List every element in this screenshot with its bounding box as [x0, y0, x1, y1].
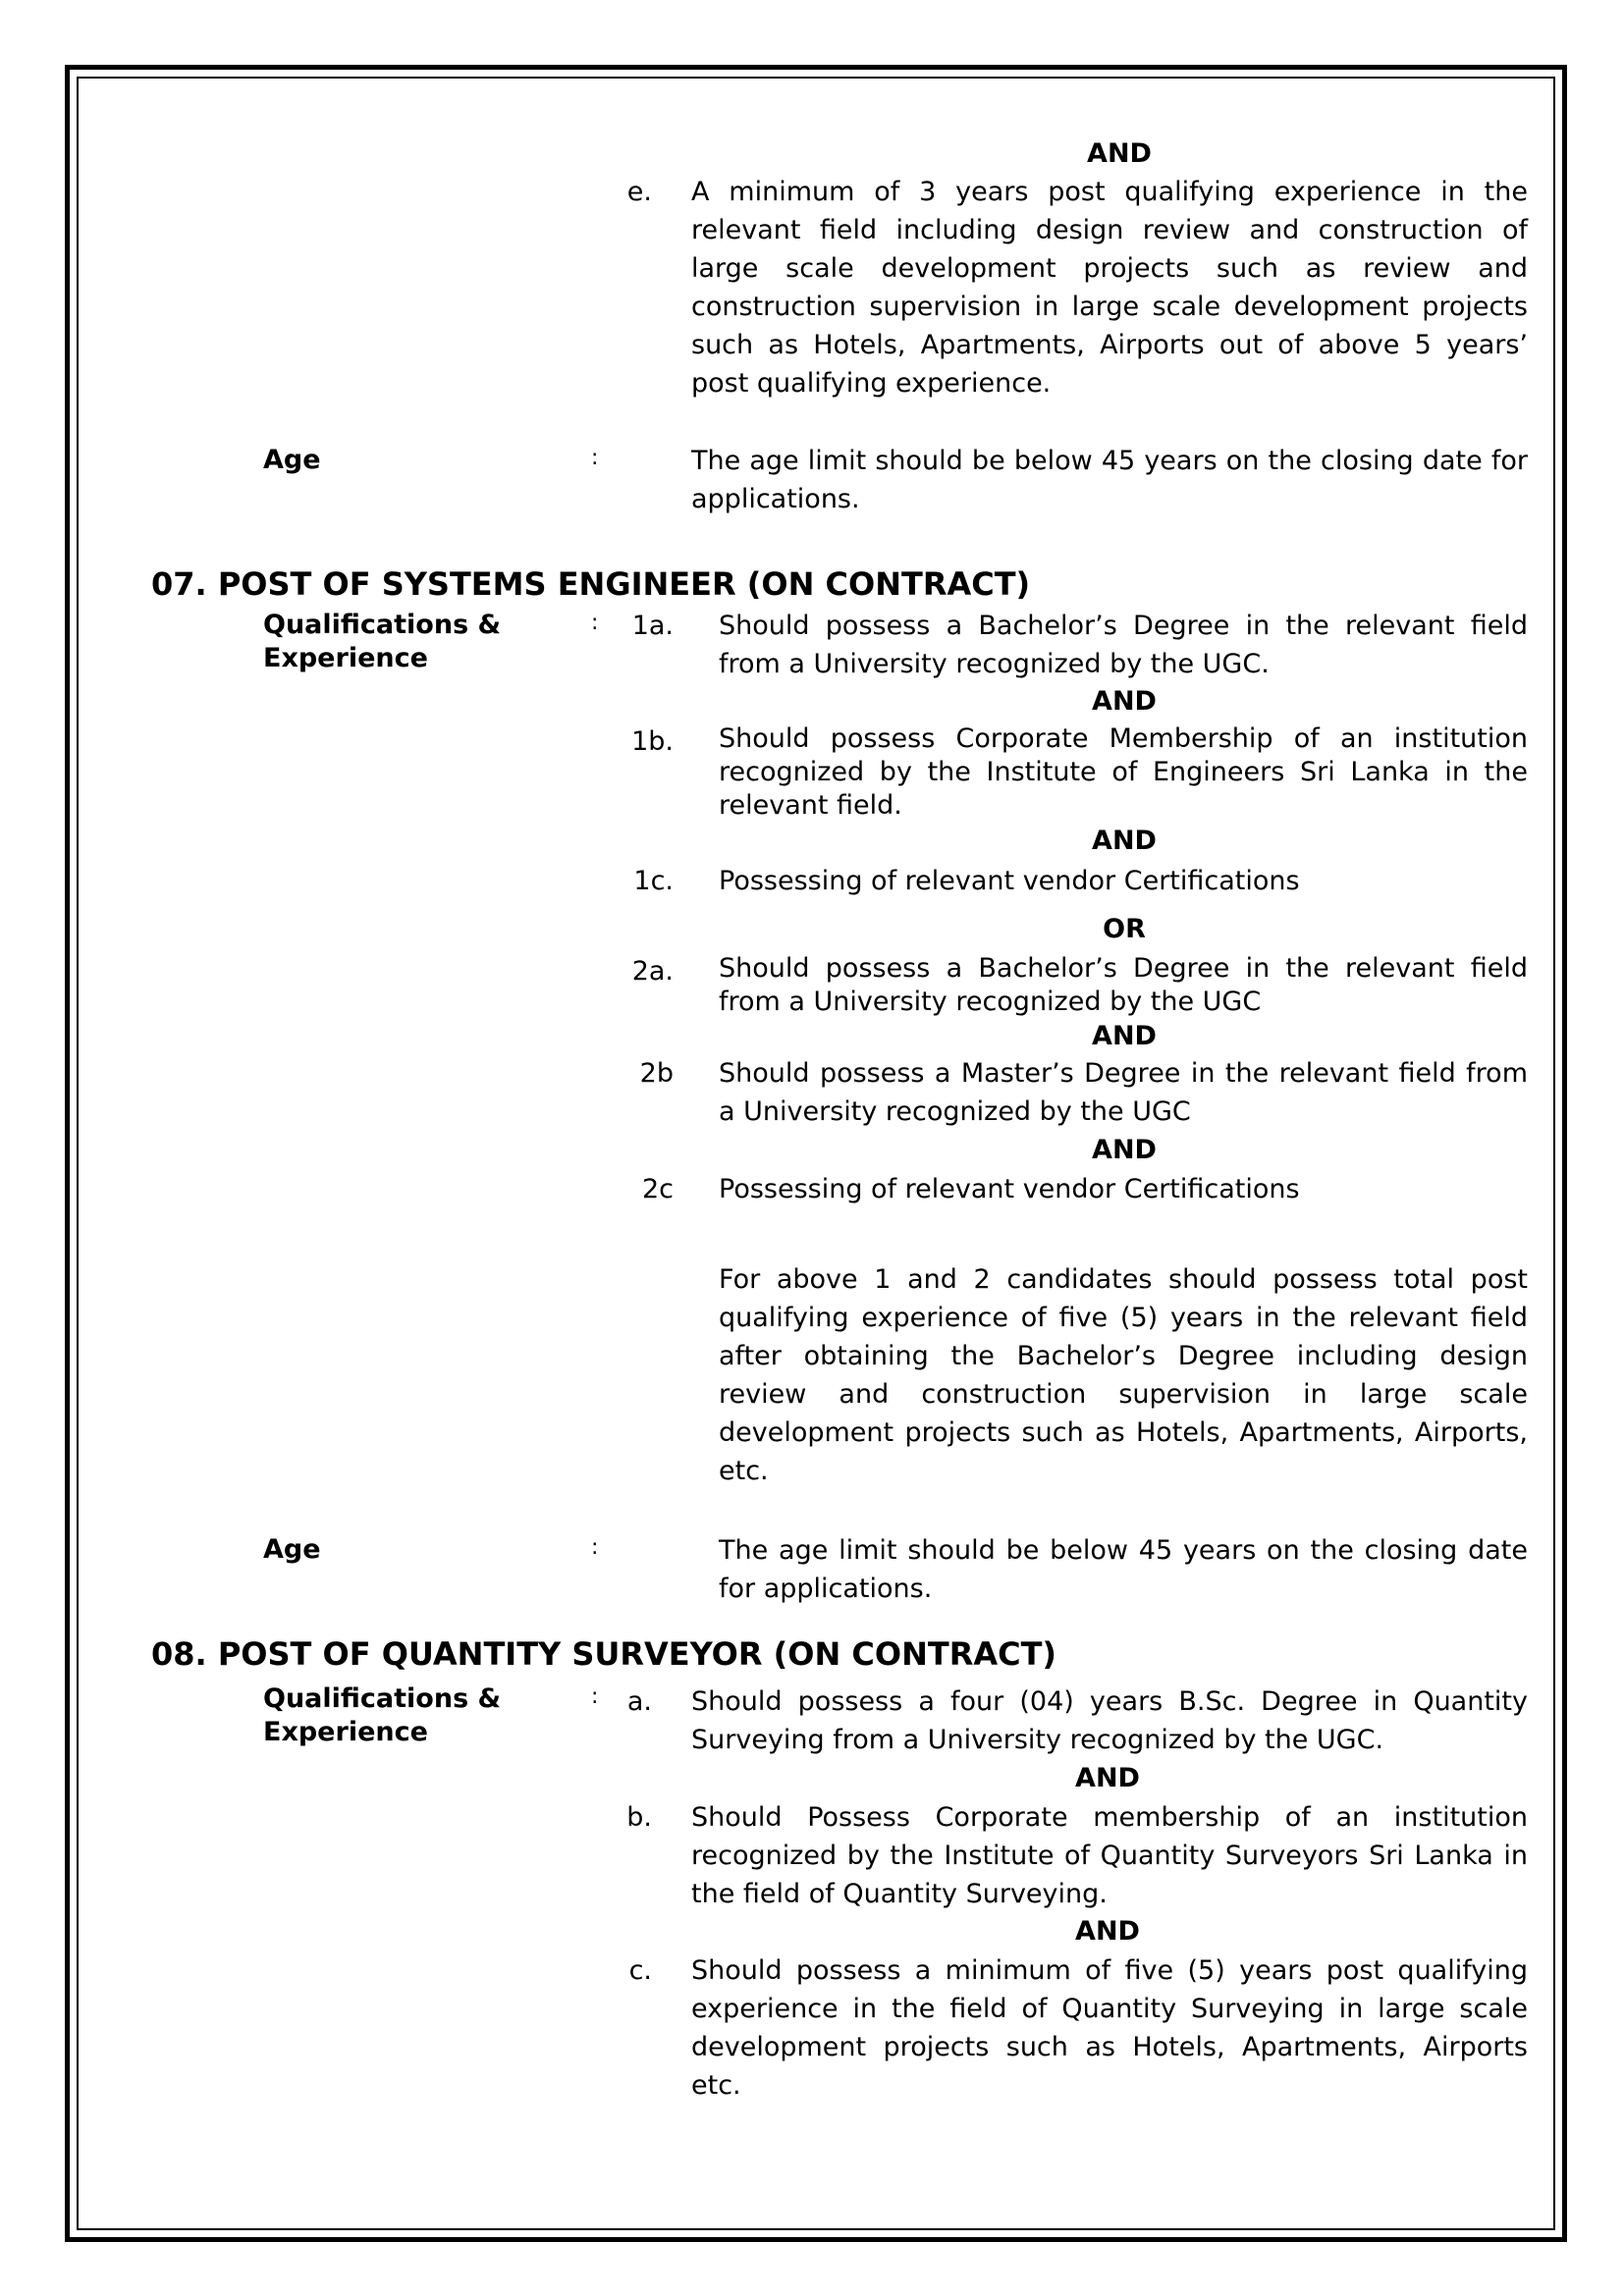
and-separator: AND: [1075, 1763, 1140, 1793]
age-label: Age: [263, 445, 321, 475]
section-heading: 08. POST OF QUANTITY SURVEYOR (ON CONTRACT): [151, 1635, 1057, 1673]
qualifications-label: Qualifications & Experience: [263, 610, 502, 673]
and-separator: AND: [1092, 1021, 1157, 1051]
item-text: Should possess a four (04) years B.Sc. Degree in Quantity Surveying from a University recognized by the UGC.: [691, 1686, 1528, 1755]
colon: :: [591, 611, 599, 635]
item-marker: b.: [626, 1802, 652, 1833]
item-text: Possessing of relevant vendor Certifications: [719, 1174, 1300, 1204]
item-marker: 2b: [639, 1058, 674, 1089]
item-text: A minimum of 3 years post qualifying experience in the relevant field including design review and construction of large scale development projects such as review and construction supervision in large scale development projects such as Hotels, Apartments, Airports out of above 5 years’ post qualifying experience.: [691, 177, 1528, 399]
item-text: Should possess a minimum of five (5) years post qualifying experience in the field of Quantity Surveying in large scale development projects such as Hotels, Apartments, Airports etc.: [691, 1955, 1528, 2101]
item-text: Should possess a Master’s Degree in the relevant field from a University recognized by the UGC: [719, 1058, 1528, 1127]
item-marker: a.: [626, 1686, 652, 1717]
and-separator: AND: [1092, 1135, 1157, 1165]
item-marker: 1a.: [631, 611, 674, 641]
age-text: The age limit should be below 45 years on the closing date for applications.: [719, 1535, 1528, 1604]
and-separator: AND: [1092, 826, 1157, 856]
item-text: Should possess a Bachelor’s Degree in the relevant field from a University recognized by the UGC: [719, 953, 1528, 1017]
item-marker: 1c.: [633, 866, 674, 896]
item-text: Should possess a Bachelor’s Degree in the relevant field from a University recognized by the UGC.: [719, 611, 1528, 679]
item-text: Possessing of relevant vendor Certifications: [719, 866, 1300, 896]
colon: :: [591, 446, 599, 470]
or-separator: OR: [1103, 914, 1146, 944]
item-marker: 1b.: [631, 726, 674, 757]
age-text: The age limit should be below 45 years on the closing date for applications.: [691, 446, 1528, 514]
experience-note: For above 1 and 2 candidates should possess total post qualifying experience of five (5) years in the relevant field after obtaining the Bachelor’s Degree including design review and construction supervision in large scale development projects such as Hotels, Apartments, Airports, etc.: [719, 1264, 1528, 1486]
item-marker: 2c: [641, 1174, 674, 1204]
item-text: Should possess Corporate Membership of an institution recognized by the Institute of Engineers Sri Lanka in the relevant field.: [719, 723, 1528, 821]
colon: :: [591, 1684, 599, 1709]
and-separator: AND: [1092, 686, 1157, 717]
qualifications-label: Qualifications & Experience: [263, 1683, 502, 1747]
and-separator: AND: [1087, 138, 1152, 169]
item-marker: e.: [626, 177, 652, 207]
colon: :: [591, 1535, 599, 1560]
section-heading: 07. POST OF SYSTEMS ENGINEER (ON CONTRACT): [151, 565, 1031, 603]
item-marker: 2a.: [631, 956, 674, 987]
item-marker: c.: [628, 1955, 652, 1986]
age-label: Age: [263, 1534, 321, 1565]
item-text: Should Possess Corporate membership of an institution recognized by the Institute of Quantity Surveyors Sri Lanka in the field of Quantity Surveying.: [691, 1802, 1528, 1909]
and-separator: AND: [1075, 1916, 1140, 1947]
